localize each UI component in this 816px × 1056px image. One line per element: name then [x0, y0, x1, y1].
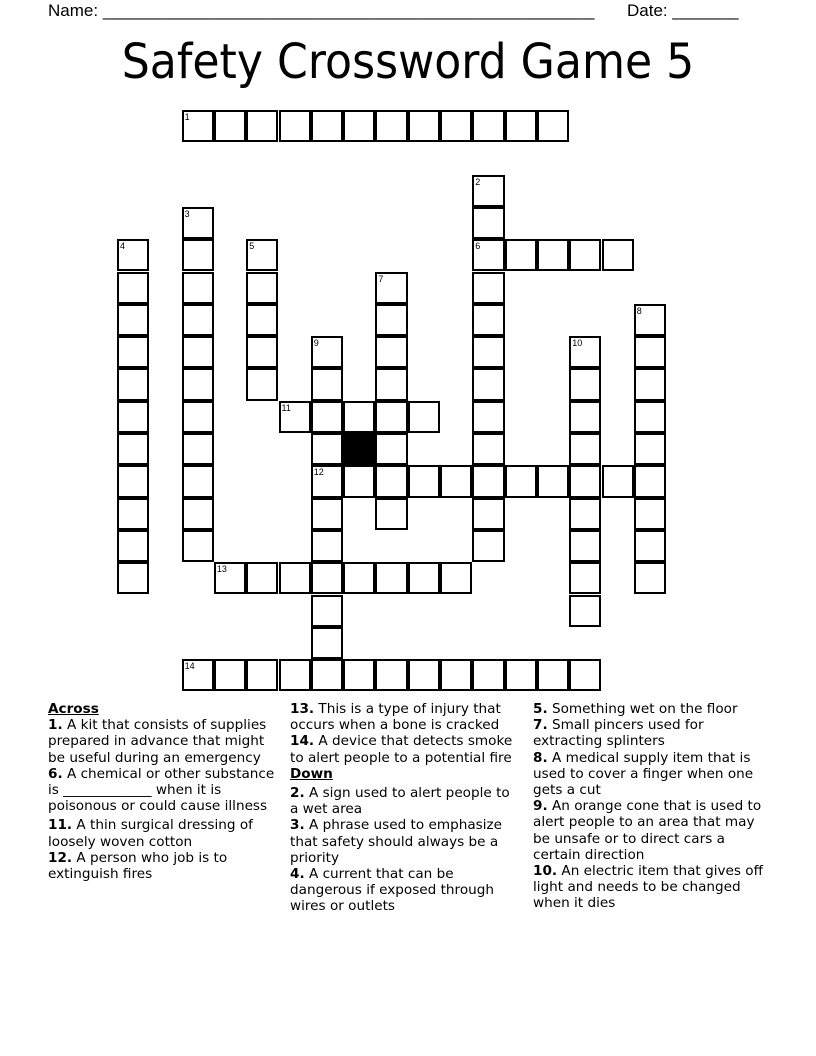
clue-down-5: [533, 701, 768, 717]
clue-text: This is a type of injury that occurs when a bone is cracked: [290, 701, 501, 734]
grid-cell[interactable]: [472, 530, 504, 562]
grid-cell[interactable]: [246, 336, 278, 368]
clue-down-3: [290, 817, 522, 866]
grid-cell[interactable]: [472, 401, 504, 433]
grid-cell[interactable]: [569, 562, 601, 594]
grid-cell[interactable]: [246, 562, 278, 594]
clue-number: 13.: [290, 701, 315, 717]
grid-cell[interactable]: [343, 110, 375, 142]
grid-cell[interactable]: [343, 659, 375, 691]
grid-cell[interactable]: [505, 659, 537, 691]
clue-number: 6.: [48, 765, 63, 782]
name-label: Name:: [48, 1, 99, 20]
cell-number: 9: [313, 338, 319, 349]
grid-cell[interactable]: [569, 368, 601, 400]
grid-cell[interactable]: [246, 659, 278, 691]
grid-cell[interactable]: [182, 272, 214, 304]
grid-cell[interactable]: [375, 498, 407, 530]
clue-number: 12.: [48, 849, 73, 866]
grid-cell[interactable]: [472, 175, 504, 207]
clue-number: 8.: [533, 749, 548, 766]
grid-cell[interactable]: [311, 465, 343, 497]
grid-cell[interactable]: [311, 627, 343, 659]
grid-cell[interactable]: [117, 562, 149, 594]
cell-number: 3: [184, 208, 190, 219]
clue-across-11: [48, 817, 280, 849]
clue-text: Small pincers used for extracting splinters: [533, 717, 704, 750]
grid-cell[interactable]: [375, 401, 407, 433]
grid-cell[interactable]: [375, 433, 407, 465]
grid-cell[interactable]: [182, 498, 214, 530]
grid-cell[interactable]: [343, 401, 375, 433]
grid-cell[interactable]: [505, 465, 537, 497]
grid-cell[interactable]: [311, 433, 343, 465]
name-line[interactable]: ____________________________________________________: [102, 1, 595, 20]
grid-cell[interactable]: [311, 368, 343, 400]
grid-cell[interactable]: [602, 465, 634, 497]
grid-cell[interactable]: [182, 207, 214, 239]
grid-cell[interactable]: [569, 659, 601, 691]
grid-cell[interactable]: [117, 336, 149, 368]
grid-cell[interactable]: [375, 659, 407, 691]
grid-cell[interactable]: [569, 465, 601, 497]
clue-text: A device that detects smoke to alert people to a potential fire: [290, 733, 513, 766]
grid-cell[interactable]: [311, 401, 343, 433]
cell-number: 7: [378, 273, 384, 284]
clue-across-12: [48, 850, 280, 882]
grid-cell[interactable]: [472, 659, 504, 691]
clue-number: 2.: [290, 785, 305, 802]
grid-cell[interactable]: [472, 304, 504, 336]
black-cell: [343, 433, 375, 465]
clue-across-14: [290, 733, 522, 765]
page-title: Safety Crossword Game 5: [121, 34, 695, 90]
grid-cell[interactable]: [569, 530, 601, 562]
grid-cell[interactable]: [569, 401, 601, 433]
clue-text: A person who job is to extinguish fires: [48, 849, 228, 883]
grid-cell[interactable]: [375, 368, 407, 400]
grid-cell[interactable]: [375, 272, 407, 304]
clue-text: A medical supply item that is used to cover a finger when one gets a cut: [533, 749, 754, 799]
clue-across-13: [290, 701, 522, 733]
clues-column-3: [533, 701, 768, 912]
grid-cell[interactable]: [311, 336, 343, 368]
clue-number: 3.: [290, 817, 305, 834]
clue-number: 1.: [48, 717, 63, 734]
clue-across-1: [48, 717, 280, 766]
grid-cell[interactable]: [408, 562, 440, 594]
grid-cell[interactable]: [182, 336, 214, 368]
grid-cell[interactable]: [117, 304, 149, 336]
cell-number: 5: [249, 241, 255, 252]
grid-cell[interactable]: [311, 659, 343, 691]
grid-cell[interactable]: [408, 401, 440, 433]
grid-cell[interactable]: [505, 110, 537, 142]
grid-cell[interactable]: [182, 659, 214, 691]
clue-number: 7.: [533, 717, 548, 734]
grid-cell[interactable]: [214, 562, 246, 594]
grid-cell[interactable]: [117, 401, 149, 433]
grid-cell[interactable]: [569, 239, 601, 271]
cell-number: 1: [184, 112, 190, 122]
date-label: Date:: [627, 1, 668, 20]
grid-cell[interactable]: [472, 336, 504, 368]
grid-cell[interactable]: [634, 401, 666, 433]
grid-cell[interactable]: [537, 659, 569, 691]
clue-text: A kit that consists of supplies prepared in advance that might be useful during an emergency: [48, 717, 267, 766]
clue-text: An orange cone that is used to alert people to an area that may be unsafe or to direct cars a certain direction: [533, 798, 762, 863]
grid-cell[interactable]: [246, 110, 278, 142]
grid-cell[interactable]: [375, 110, 407, 142]
clue-down-10: [533, 863, 768, 912]
grid-cell[interactable]: [182, 239, 214, 271]
grid-cell[interactable]: [569, 433, 601, 465]
grid-cell[interactable]: [472, 207, 504, 239]
grid-cell[interactable]: [117, 433, 149, 465]
clue-text: A chemical or other substance is _____________ when it is poisonous or could cause illness: [48, 765, 275, 815]
grid-cell[interactable]: [117, 272, 149, 304]
clue-number: 4.: [290, 866, 305, 883]
grid-cell[interactable]: [537, 465, 569, 497]
clue-across-6: [48, 766, 280, 815]
clue-text: Something wet on the floor: [551, 701, 738, 717]
clue-number: 14.: [290, 733, 315, 750]
grid-cell[interactable]: [214, 110, 246, 142]
clue-text: A current that can be dangerous if exposed through wires or outlets: [290, 866, 494, 915]
grid-cell[interactable]: [408, 465, 440, 497]
grid-cell[interactable]: [375, 562, 407, 594]
grid-cell[interactable]: [182, 401, 214, 433]
grid-cell[interactable]: [634, 336, 666, 368]
grid-cell[interactable]: [246, 272, 278, 304]
grid-cell[interactable]: [375, 336, 407, 368]
grid-cell[interactable]: [246, 304, 278, 336]
cell-number: 2: [475, 176, 481, 187]
grid-cell[interactable]: [634, 562, 666, 594]
across-heading: Across: [48, 701, 99, 717]
grid-cell[interactable]: [408, 110, 440, 142]
grid-cell[interactable]: [246, 239, 278, 271]
grid-cell[interactable]: [634, 304, 666, 336]
grid-cell[interactable]: [311, 110, 343, 142]
grid-cell[interactable]: [440, 110, 472, 142]
grid-cell[interactable]: [311, 562, 343, 594]
grid-cell[interactable]: [472, 239, 504, 271]
grid-cell[interactable]: [472, 272, 504, 304]
grid-cell[interactable]: [634, 465, 666, 497]
grid-cell[interactable]: [117, 239, 149, 271]
grid-cell[interactable]: [440, 562, 472, 594]
grid-cell[interactable]: [408, 659, 440, 691]
cell-number: 11: [281, 402, 291, 413]
grid-cell[interactable]: [279, 401, 311, 433]
grid-cell[interactable]: [214, 659, 246, 691]
grid-cell[interactable]: [246, 368, 278, 400]
grid-cell[interactable]: [569, 498, 601, 530]
grid-cell[interactable]: [311, 498, 343, 530]
grid-cell[interactable]: [472, 433, 504, 465]
clue-number: 10.: [533, 863, 558, 880]
grid-cell[interactable]: [634, 433, 666, 465]
clues-column-2: [290, 701, 522, 915]
clue-down-8: [533, 750, 768, 799]
grid-cell[interactable]: [440, 659, 472, 691]
clue-text: An electric item that gives off light and needs to be changed when it dies: [533, 863, 763, 912]
grid-cell[interactable]: [182, 530, 214, 562]
date-line[interactable]: _______: [672, 1, 739, 20]
grid-cell[interactable]: [182, 433, 214, 465]
grid-cell[interactable]: [343, 562, 375, 594]
cell-number: 13: [216, 564, 227, 575]
cell-number: 4: [120, 241, 126, 252]
grid-cell[interactable]: [375, 465, 407, 497]
grid-cell[interactable]: [311, 595, 343, 627]
down-heading: Down: [290, 765, 333, 782]
grid-cell[interactable]: [505, 239, 537, 271]
clue-down-7: [533, 717, 768, 749]
cell-number: 12: [313, 467, 324, 478]
grid-cell[interactable]: [472, 465, 504, 497]
grid-cell[interactable]: [311, 530, 343, 562]
clue-number: 11.: [48, 817, 73, 834]
cell-number: 6: [475, 241, 481, 252]
grid-cell[interactable]: [634, 368, 666, 400]
grid-cell[interactable]: [182, 368, 214, 400]
grid-cell[interactable]: [472, 498, 504, 530]
grid-cell[interactable]: [472, 368, 504, 400]
grid-cell[interactable]: [117, 530, 149, 562]
cell-number: 8: [636, 305, 642, 316]
grid-cell[interactable]: [117, 368, 149, 400]
grid-cell[interactable]: [117, 465, 149, 497]
grid-cell[interactable]: [537, 110, 569, 142]
clue-down-4: [290, 866, 522, 915]
grid-cell[interactable]: [569, 336, 601, 368]
grid-cell[interactable]: [279, 659, 311, 691]
grid-cell[interactable]: [537, 239, 569, 271]
clue-down-2: [290, 785, 522, 817]
cell-number: 14: [184, 661, 195, 672]
grid-cell[interactable]: [440, 465, 472, 497]
grid-cell[interactable]: [182, 465, 214, 497]
clue-number: 9.: [533, 798, 548, 815]
clue-number: 5.: [533, 701, 548, 717]
grid-cell[interactable]: [569, 595, 601, 627]
clue-text: A sign used to alert people to a wet area: [290, 785, 510, 818]
grid-cell[interactable]: [279, 562, 311, 594]
grid-cell[interactable]: [634, 530, 666, 562]
grid-cell[interactable]: [182, 304, 214, 336]
cell-number: 10: [572, 338, 583, 349]
grid-cell[interactable]: [634, 498, 666, 530]
clue-text: A phrase used to emphasize that safety should always be a priority: [290, 817, 503, 866]
grid-cell[interactable]: [602, 239, 634, 271]
clue-text: A thin surgical dressing of loosely woven cotton: [48, 817, 253, 850]
grid-cell[interactable]: [472, 110, 504, 142]
grid-cell[interactable]: [375, 304, 407, 336]
grid-cell[interactable]: [117, 498, 149, 530]
grid-cell[interactable]: [182, 110, 214, 142]
grid-cell[interactable]: [279, 110, 311, 142]
clues-column-1: [48, 701, 280, 882]
grid-cell[interactable]: [343, 465, 375, 497]
clue-down-9: [533, 798, 768, 863]
